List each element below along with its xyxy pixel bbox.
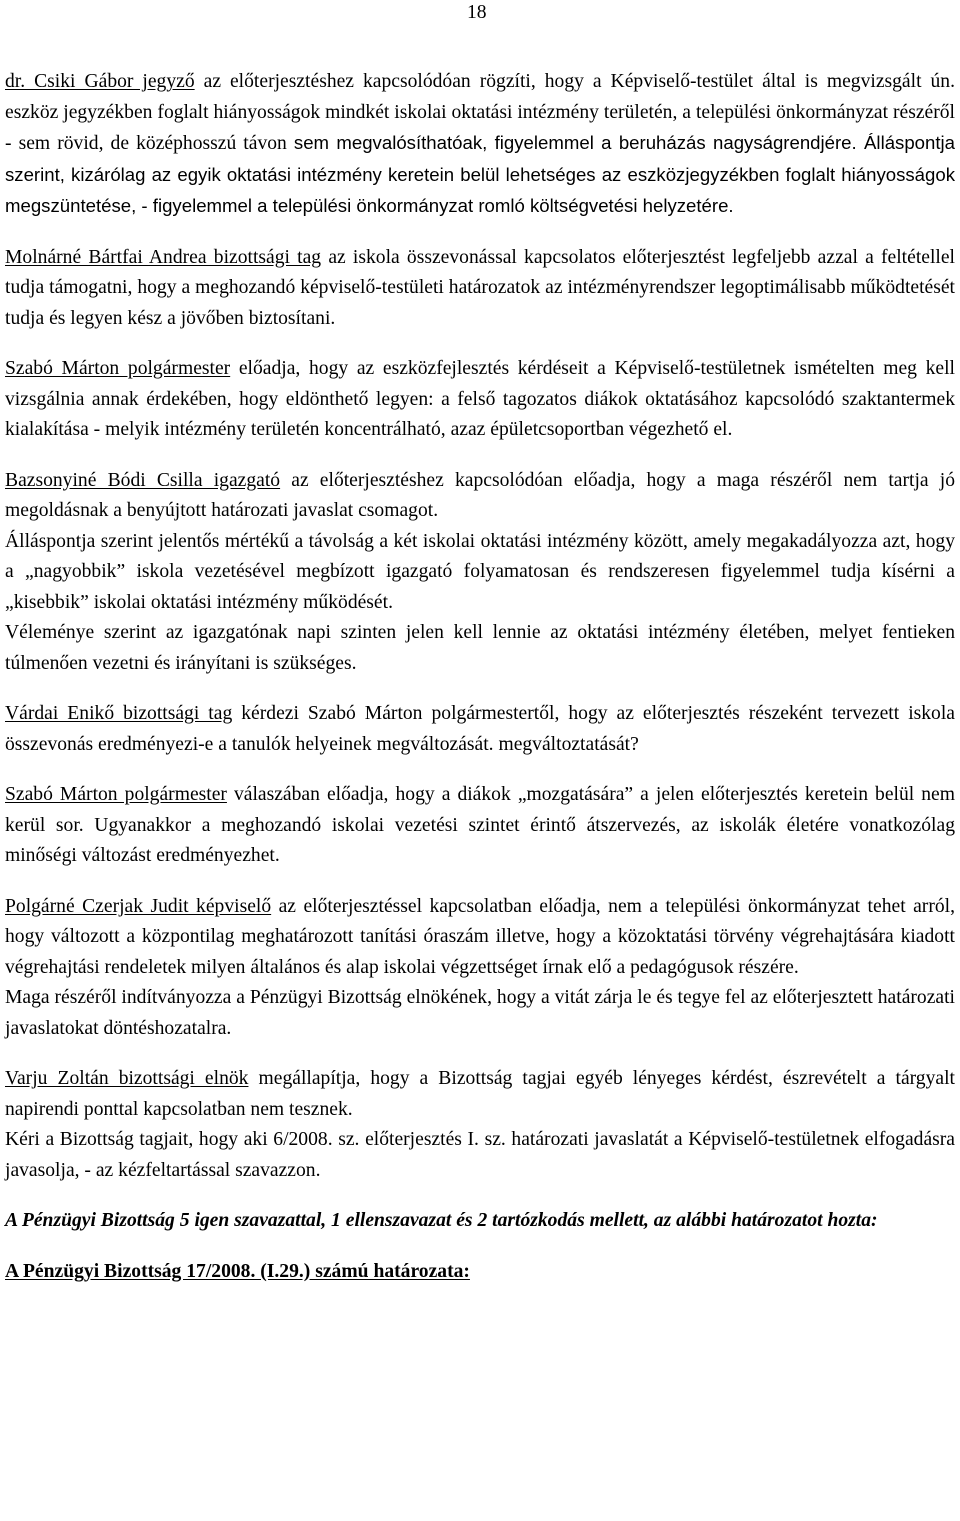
resolution-heading [5, 1257, 955, 1288]
paragraph-molnarne [5, 243, 955, 335]
paragraph-jegyzo [5, 67, 955, 223]
paragraph-text: válaszában előadja, hogy a diákok „mozgatására” a jelen előterjesztés keretein belül nem kerül sor. Ugyanakkor a meghozandó iskolai vezetési szintet érintő átszervezés, az iskolák életére vonatkozólag minőségi változást eredményezhet. [5, 784, 955, 866]
paragraph-text: az előterjesztéssel kapcsolatban előadja, nem a települési önkormányzat tehet arról, hogy változott a központilag meghatározott tanítási óraszám illetve, hogy a közoktatási törvény végrehajtására kiadott végrehajtási rendeletek milyen általános és alap iskolai végzettséget írnak elő a pedagógusok részére. [5, 895, 955, 978]
paragraph-szabo-1 [5, 354, 955, 446]
speaker-name: Szabó Márton polgármester [5, 358, 231, 379]
speaker-name: Várdai Enikő bizottsági tag [5, 703, 233, 724]
paragraph-bazsonyine [5, 466, 955, 527]
speaker-name: Varju Zoltán bizottsági elnök [5, 1068, 249, 1089]
paragraph-text: sem megvalósíthatóak, figyelemmel a beruházás nagyságrendjére. Álláspontja szerint, kizárólag az egyik oktatási intézmény keretein belül lehetséges az eszközjegyzékben foglalt hiányosságok megszüntetése, - figyelemmel a települési önkormányzat romló költségvetési helyzetére. [5, 132, 955, 216]
resolution-title: A Pénzügyi Bizottság 17/2008. (I.29.) számú határozata: [5, 1260, 470, 1282]
paragraph-varju [5, 1064, 955, 1125]
paragraph-polgarne-2: Maga részéről indítványozza a Pénzügyi Bizottság elnökének, hogy a vitát zárja le és tegye fel az előterjesztett határozati javaslatokat döntéshozatalra. [5, 987, 955, 1039]
document-body [5, 67, 955, 1287]
paragraph-text: kérdezi Szabó Márton polgármestertől, hogy az előterjesztés részeként tervezett iskola összevonás eredményezi-e a tanulók helyeinek megváltozását. megváltoztatását? [5, 703, 955, 755]
paragraph-polgarne [5, 892, 955, 984]
speaker-name: Polgárné Czerjak Judit képviselő [5, 895, 272, 917]
paragraph-bazsonyine-2: Álláspontja szerint jelentős mértékű a távolság a két iskolai oktatási intézmény között, amely megakadályozza azt, hogy a „nagyobbik” iskola vezetésével megbízott igazgató folyamatosan és rendszeresen figyelemmel tudja kísérni a „kisebbik” iskolai oktatási intézmény működését. [5, 530, 955, 613]
paragraph-text: az előterjesztéshez kapcsolódóan előadja, hogy a maga részéről nem tartja jó megoldásnak a benyújtott határozati javaslat csomagot. [5, 469, 955, 521]
speaker-name: dr. Csiki Gábor jegyző [5, 71, 195, 92]
paragraph-vardai [5, 699, 955, 760]
speaker-name: Molnárné Bártfai Andrea bizottsági tag [5, 246, 322, 268]
paragraph-varju-2: Kéri a Bizottság tagjait, hogy aki 6/2008. sz. előterjesztés I. sz. határozati javaslatát a Képviselő-testületnek elfogadásra javasolja, - az kézfeltartással szavazzon. [5, 1129, 955, 1181]
paragraph-text: az előterjesztéshez kapcsolódóan rögzíti, hogy a Képviselő-testület által is megvizsgált ún. eszköz jegyzékben foglalt hiányosságok mindkét iskolai oktatási intézmény területén, a települési önkormányzat részéről - sem rövid, de középhosszú távon [5, 71, 955, 154]
paragraph-text: az iskola összevonással kapcsolatos előterjesztést legfeljebb azzal a feltétellel tudja támogatni, hogy a meghozandó képviselő-testületi határozatok az intézményrendszer legoptimálisabb működtetését tudja és legyen kész a jövőben biztosítani. [5, 246, 955, 329]
vote-result: A Pénzügyi Bizottság 5 igen szavazattal, 1 ellenszavazat és 2 tartózkodás mellett, az alábbi határozatot hozta: [5, 1210, 878, 1231]
paragraph-bazsonyine-3: Véleménye szerint az igazgatónak napi szinten jelen kell lennie az oktatási intézmény életében, melyet fentieken túlmenően vezetni és irányítani is szükséges. [5, 622, 955, 674]
paragraph-text: előadja, hogy az eszközfejlesztés kérdéseit a Képviselő-testületnek ismételten meg kell vizsgálnia annak érdekében, hogy eldönthető legyen: a felső tagozatos diákok oktatásához kapcsolódó szaktantermek kialakítása - melyik intézmény területén koncentrálható, azaz épületcsoportban végezhető el. [5, 358, 955, 440]
paragraph-text: megállapítja, hogy a Bizottság tagjai egyéb lényeges kérdést, észrevételt a tárgyalt napirendi ponttal kapcsolatban nem tesznek. [5, 1068, 955, 1120]
speaker-name: Bazsonyiné Bódi Csilla igazgató [5, 469, 281, 491]
paragraph-szabo-2 [5, 780, 955, 872]
page-number: 18 [467, 2, 487, 23]
speaker-name: Szabó Márton polgármester [5, 784, 227, 805]
